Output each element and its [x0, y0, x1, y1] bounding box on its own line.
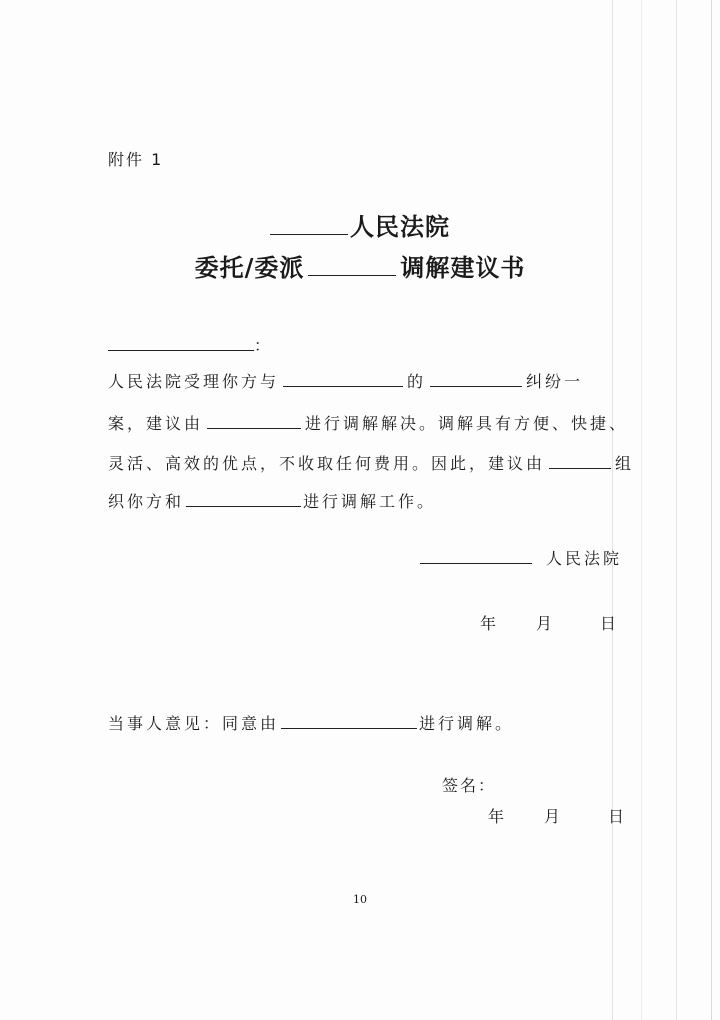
date-day-label: 日: [608, 807, 625, 826]
court-signature-label: 人民法院: [546, 549, 623, 568]
agreed-mediator-blank[interactable]: [281, 727, 417, 729]
title-suffix: 调解建议书: [400, 253, 526, 282]
date-year-label: 年: [480, 614, 497, 633]
body-text: 组: [615, 454, 635, 473]
party-opinion-suffix: 进行调解。: [419, 714, 515, 733]
scan-edge-line: [641, 0, 642, 1020]
dispute-type-blank[interactable]: [430, 385, 522, 387]
addressee-blank[interactable]: [108, 349, 254, 351]
addressee-colon: ：: [254, 336, 274, 355]
mediator-name-blank[interactable]: [308, 274, 396, 276]
party-opinion-line: [108, 711, 514, 734]
addressee-line: [108, 333, 273, 356]
body-text: 的: [407, 372, 427, 391]
party-opinion-prefix: 当事人意见：同意由: [108, 714, 280, 733]
other-party-blank[interactable]: [186, 505, 301, 507]
signature-label: 签名：: [442, 776, 497, 795]
scan-edge-line: [711, 0, 712, 1020]
date-month-label: 月: [536, 614, 553, 633]
party-date-line: [488, 804, 624, 827]
mediator-blank[interactable]: [207, 427, 301, 429]
body-line-4: [108, 489, 436, 512]
body-line-2: [108, 411, 628, 434]
page-number: 10: [353, 893, 367, 906]
scan-edge-line: [676, 0, 677, 1020]
title-prefix: 委托/委派: [194, 253, 305, 282]
court-name-blank[interactable]: [270, 233, 348, 235]
organizer-blank[interactable]: [549, 467, 611, 469]
body-line-3: [108, 451, 634, 474]
date-month-label: 月: [544, 807, 561, 826]
party-blank[interactable]: [283, 385, 403, 387]
body-text: 进行调解解决。调解具有方便、快捷、: [305, 414, 629, 433]
title-line-1: [0, 207, 720, 242]
date-year-label: 年: [488, 807, 505, 826]
title-line-2: [0, 248, 720, 283]
court-signature-line: [420, 546, 622, 569]
body-text: 人民法院受理你方与: [108, 372, 280, 391]
date-day-label: 日: [600, 614, 617, 633]
body-text: 织你方和: [108, 492, 185, 511]
scan-edge-line: [612, 0, 613, 1020]
body-text: 纠纷一: [526, 372, 584, 391]
body-line-1: [108, 369, 583, 392]
body-text: 进行调解工作。: [303, 492, 437, 511]
court-date-line: [480, 611, 616, 634]
body-text: 灵活、高效的优点，不收取任何费用。因此，建议由: [108, 454, 546, 473]
attachment-label: 附件 1: [108, 150, 164, 169]
title-court-suffix: 人民法院: [350, 212, 450, 241]
body-text: 案，建议由: [108, 414, 204, 433]
court-signature-blank[interactable]: [420, 562, 532, 564]
